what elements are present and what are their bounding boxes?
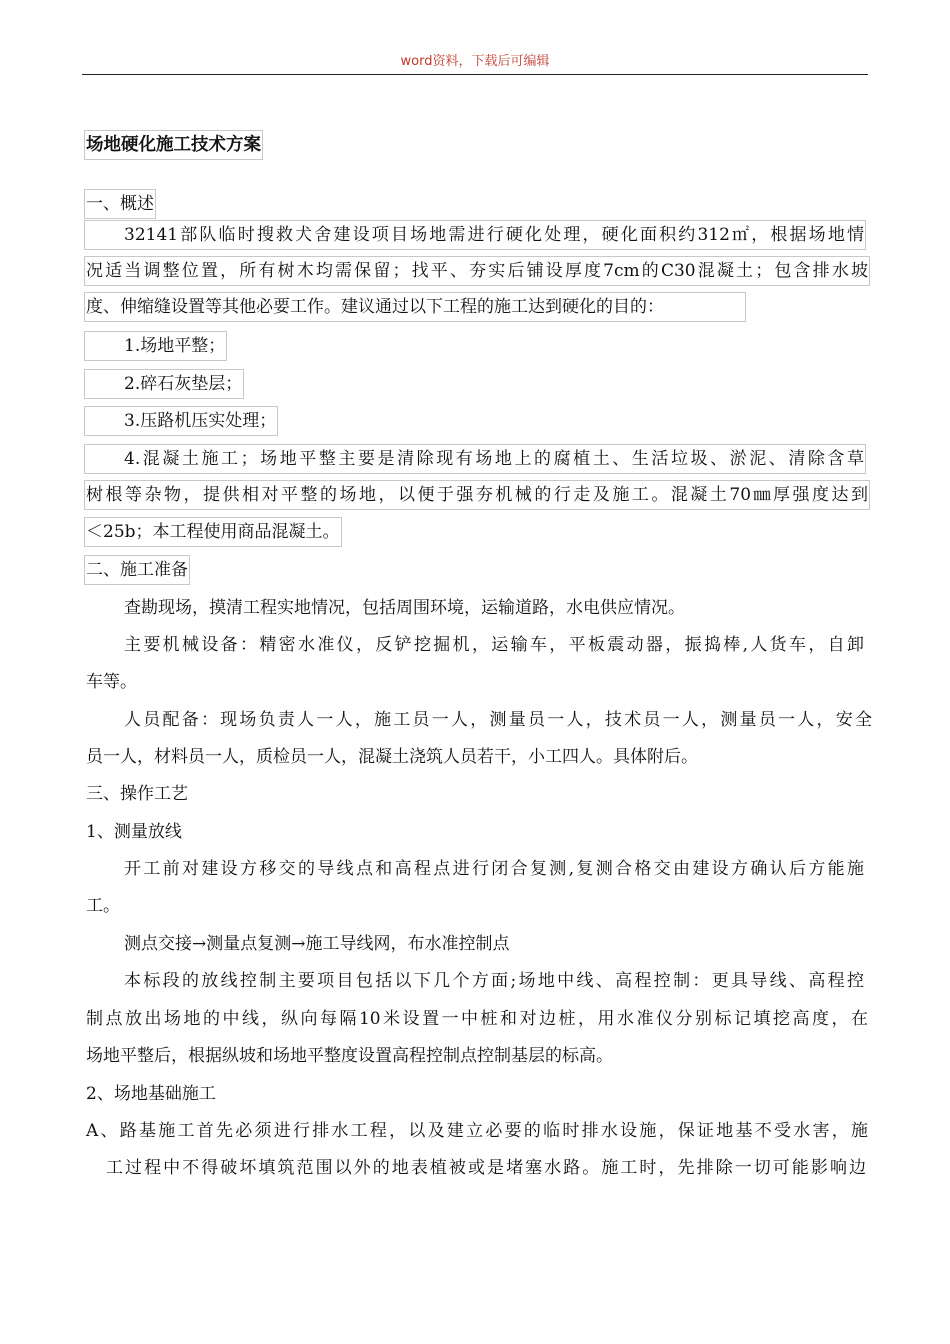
paragraph-line: 度、伸缩缝设置等其他必要工作。建议通过以下工程的施工达到硬化的目的： xyxy=(86,294,744,320)
paragraph-line: 员一人，材料员一人，质检员一人，混凝土浇筑人员若干，小工四人。具体附后。 xyxy=(86,747,698,767)
section-1-heading: 一、概述 xyxy=(86,191,154,217)
list-item: 1.场地平整； xyxy=(86,333,225,359)
paragraph-line: 测点交接→测量点复测→施工导线网，布水准控制点 xyxy=(124,934,510,954)
page-header xyxy=(82,50,868,75)
subsection-heading: 2、场地基础施工 xyxy=(86,1084,216,1104)
list-item: 4.混凝土施工；场地平整主要是清除现有场地上的腐植土、生活垃圾、淤泥、清除含草 xyxy=(86,446,864,472)
section-3-heading: 三、操作工艺 xyxy=(86,784,188,804)
paragraph-line: 32141部队临时搜救犬舍建设项目场地需进行硬化处理，硬化面积约312㎡，根据场地情 xyxy=(86,222,864,248)
paragraph-line: 本标段的放线控制主要项目包括以下几个方面;场地中线、高程控制：更具导线、高程控 xyxy=(124,971,864,991)
section-2-heading: 二、施工准备 xyxy=(86,557,188,583)
list-item: 3.压路机压实处理； xyxy=(86,408,276,434)
paragraph-line: 况适当调整位置，所有树木均需保留；找平、夯实后铺设厚度7cm的C30混凝土；包含排水坡 xyxy=(86,258,868,284)
paragraph-line: 制点放出场地的中线，纵向每隔10米设置一中桩和对边桩，用水准仪分别标记填挖高度，在 xyxy=(86,1009,868,1029)
header-text: word资料，下载后可编辑 xyxy=(400,54,550,69)
paragraph-line: 工过程中不得破坏填筑范围以外的地表植被或是堵塞水路。施工时，先排除一切可能影响边 xyxy=(106,1158,866,1178)
paragraph-line: ＜25b；本工程使用商品混凝土。 xyxy=(86,519,340,545)
paragraph-line: 车等。 xyxy=(86,672,137,692)
paragraph-line: 开工前对建设方移交的导线点和高程点进行闭合复测,复测合格交由建设方确认后方能施 xyxy=(124,859,864,879)
paragraph-line: 查勘现场，摸清工程实地情况，包括周围环境，运输道路，水电供应情况。 xyxy=(124,598,685,618)
paragraph-line: 主要机械设备：精密水准仪，反铲挖掘机，运输车，平板震动器，振捣棒,人货车，自卸 xyxy=(124,635,864,655)
paragraph-line: 工。 xyxy=(86,896,120,916)
document-title: 场地硬化施工技术方案 xyxy=(86,132,261,158)
paragraph-line: A、路基施工首先必须进行排水工程，以及建立必要的临时排水设施，保证地基不受水害，施 xyxy=(86,1121,868,1141)
list-item: 2.碎石灰垫层； xyxy=(86,371,242,397)
paragraph-line: 树根等杂物，提供相对平整的场地，以便于强夯机械的行走及施工。混凝土70㎜厚强度达到 xyxy=(86,482,868,508)
paragraph-line: 场地平整后，根据纵坡和场地平整度设置高程控制点控制基层的标高。 xyxy=(86,1046,613,1066)
subsection-heading: 1、测量放线 xyxy=(86,822,182,842)
paragraph-line: 人员配备：现场负责人一人，施工员一人，测量员一人，技术员一人，测量员一人，安全 xyxy=(124,710,872,730)
